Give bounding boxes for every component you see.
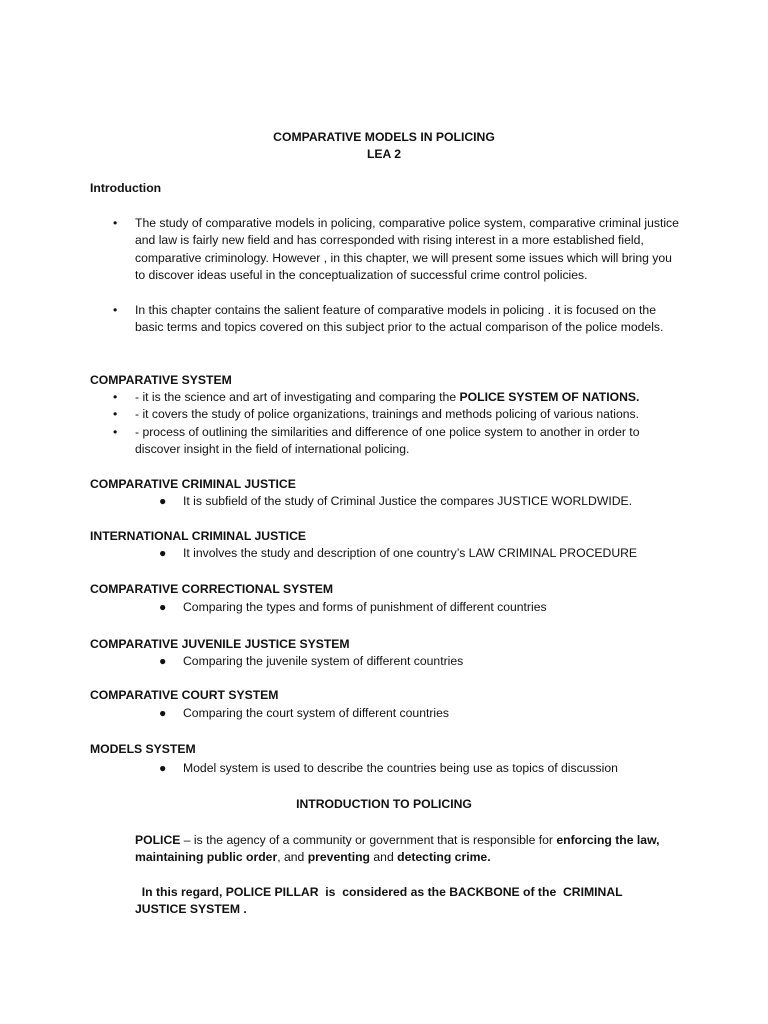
definition-text: , and [277,850,308,865]
bullet-icon: • [113,425,118,439]
bullet-icon: ● [159,761,167,775]
section-item-text: Comparing the court system of different countries [183,706,449,720]
section-heading: COMPARATIVE COURT SYSTEM [90,688,279,702]
section-item-text: Comparing the juvenile system of different countries [183,654,464,668]
bullet-icon: ● [159,546,167,560]
bullet-icon: • [113,216,118,230]
comparative-system-item-1 [135,389,695,406]
bullet-icon: ● [159,494,167,508]
intro-heading: Introduction [90,181,162,195]
document-title: COMPARATIVE MODELS IN POLICING [273,130,495,144]
section-item-text: It involves the study and description of one country’s LAW CRIMINAL PROCEDURE [183,546,638,560]
section-item-text: Model system is used to describe the countries being use as topics of discussion [183,761,618,775]
intro-paragraph-1: The study of comparative models in policing, comparative police system, comparative criminal justice and law is fairly new field and has corresponded with rising interest in a more established field, comparative criminology. However , in this chapter, we will present some issues which will bring you to discover ideas useful in the conceptualization of successful crime control policies. [135,216,679,282]
comparative-system-item-3: - process of outlining the similarities and difference of one police system to another in order to discover insight in the field of international policing. [135,425,640,457]
intro-paragraph-2: In this chapter contains the salient feature of comparative models in policing . it is focused on the basic terms and topics covered on this subject prior to the actual comparison of the police models. [135,303,664,335]
policing-heading: INTRODUCTION TO POLICING [296,797,472,811]
definition-text: and [370,850,398,865]
section-heading: MODELS SYSTEM [90,742,196,756]
section-heading: COMPARATIVE JUVENILE JUSTICE SYSTEM [90,637,350,651]
bullet-icon: ● [159,600,167,614]
police-pillar-statement: In this regard, POLICE PILLAR is considered as the BACKBONE of the CRIMINAL JUSTICE SYSTEM . [135,885,626,917]
section-item-text: It is subfield of the study of Criminal Justice the compares JUSTICE WORLDWIDE. [183,494,633,508]
bullet-icon: • [113,407,118,421]
definition-text: – is the agency of a community or government that is responsible for [180,833,557,847]
definition-emphasis: detecting crime. [397,850,491,865]
item-text: - it is the science and art of investigating and comparing the [135,390,460,404]
bullet-icon: ● [159,654,167,668]
section-heading: COMPARATIVE CRIMINAL JUSTICE [90,477,296,491]
section-heading: COMPARATIVE CORRECTIONAL SYSTEM [90,582,334,596]
section-heading: INTERNATIONAL CRIMINAL JUSTICE [90,529,306,543]
definition-term: POLICE [135,833,181,847]
item-emphasis: POLICE SYSTEM OF NATIONS. [459,390,640,404]
bullet-icon: • [113,390,118,404]
bullet-icon: ● [159,706,167,720]
police-definition [135,832,695,867]
comparative-system-heading: COMPARATIVE SYSTEM [90,373,232,387]
bullet-icon: • [113,303,118,317]
definition-emphasis: enforcing the law, maintaining public order [135,833,660,865]
document-subtitle: LEA 2 [366,147,402,161]
comparative-system-item-2: - it covers the study of police organizations, trainings and methods policing of various nations. [135,407,640,421]
definition-emphasis: preventing [307,850,371,865]
section-item-text: Comparing the types and forms of punishment of different countries [183,600,547,614]
